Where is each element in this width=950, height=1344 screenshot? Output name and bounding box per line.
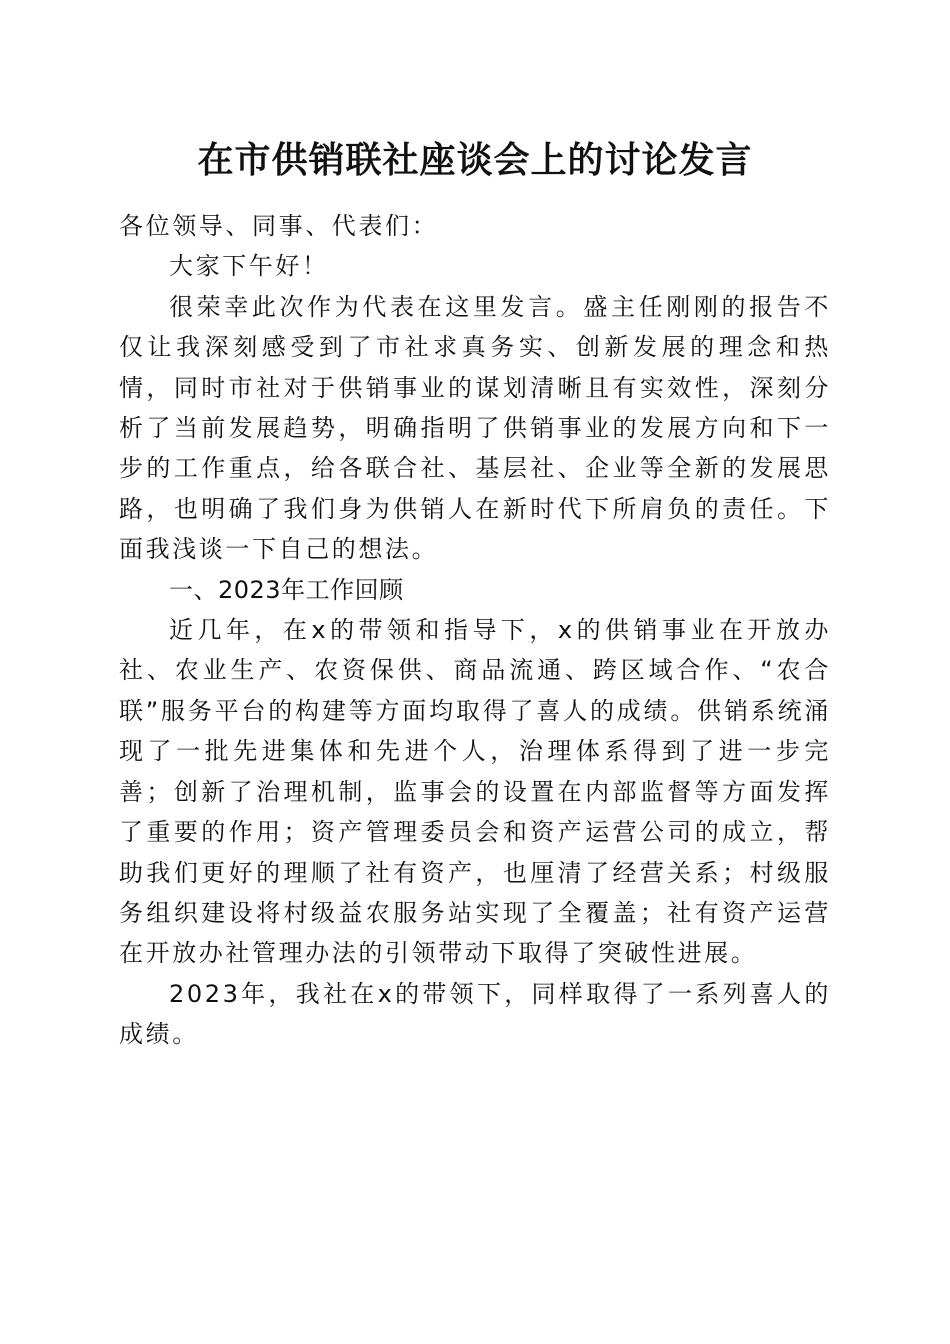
closing-paragraph: 2023年，我社在x的带领下，同样取得了一系列喜人的成绩。	[119, 979, 831, 1049]
intro-paragraph: 很荣幸此次作为代表在这里发言。盛主任刚刚的报告不仅让我深刻感受到了市社求真务实、创新发展的理念和热情，同时市社对于供销事业的谋划清晰且有实效性，深刻分析了当前发展趋势，明确指明了供销事业的发展方向和下一步的工作重点，给各联合社、基层社、企业等全新的发展思路，也明确了我们身为供销人在新时代下所肩负的责任。下面我浅谈一下自己的想法。	[119, 292, 831, 564]
greeting: 大家下午好！	[169, 252, 329, 281]
salutation: 各位领导、同事、代表们：	[119, 212, 439, 240]
document-body	[119, 206, 831, 1055]
section-heading: 一、2023年工作回顾	[169, 575, 404, 604]
review-paragraph: 近几年，在x的带领和指导下，x的供销事业在开放办社、农业生产、农资保供、商品流通、跨区域合作、“农合联”服务平台的构建等方面均取得了喜人的成绩。供销系统涌现了一批先进集体和先进个人，治理体系得到了进一步完善；创新了治理机制，监事会的设置在内部监督等方面发挥了重要的作用；资产管理委员会和资产运营公司的成立，帮助我们更好的理顺了社有资产，也厘清了经营关系；村级服务组织建设将村级益农服务站实现了全覆盖；社有资产运营在开放办社管理办法的引领带动下取得了突破性进展。	[119, 616, 831, 968]
document-title: 在市供销联社座谈会上的讨论发言	[197, 139, 753, 181]
